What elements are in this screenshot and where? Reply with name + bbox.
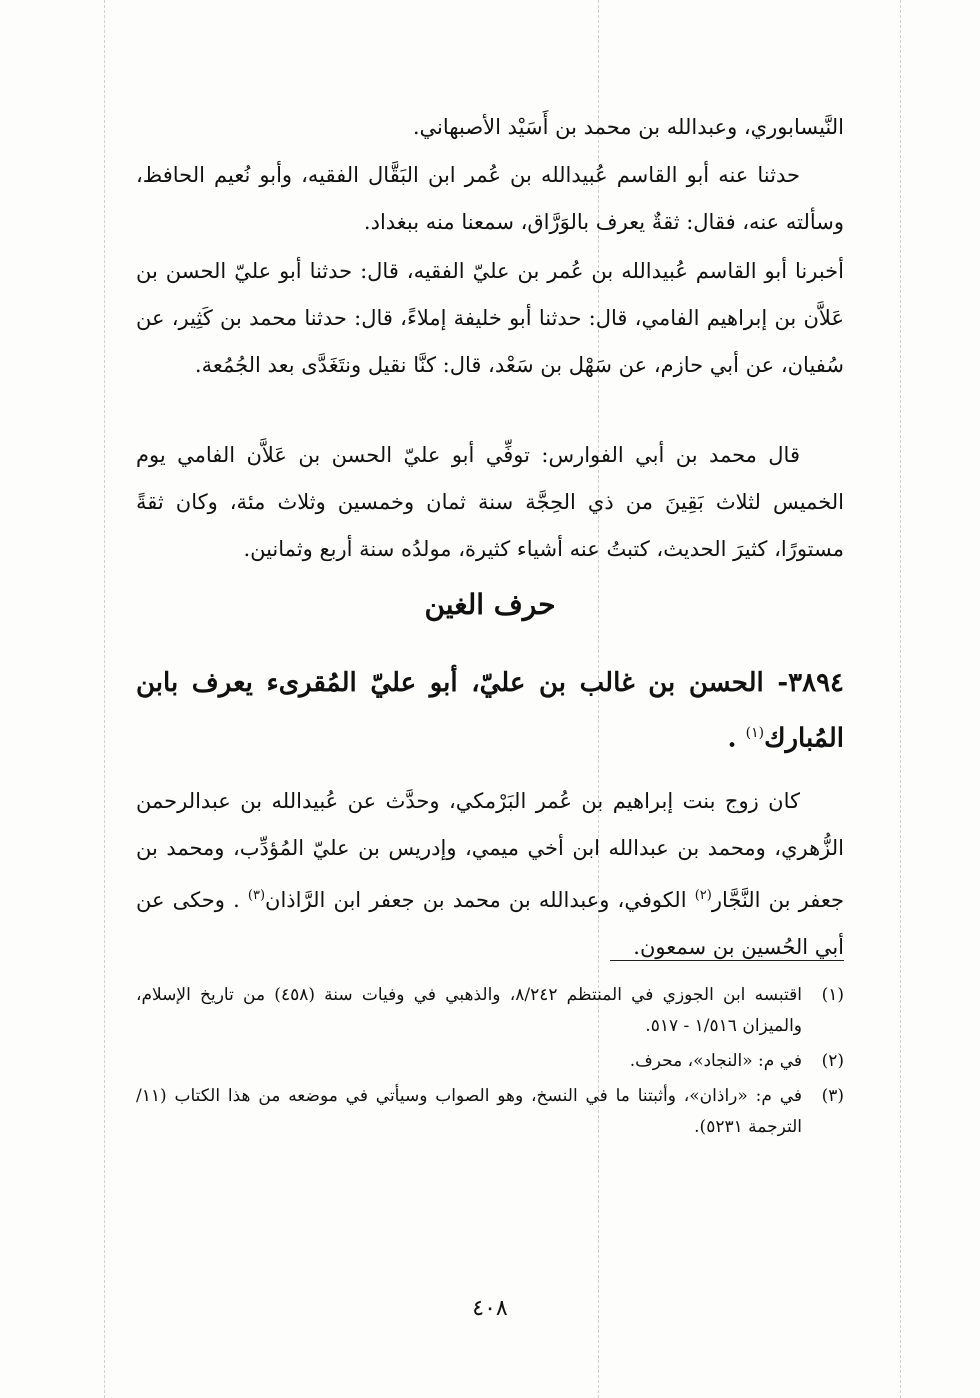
footnote-number: (٢) <box>821 1051 844 1071</box>
entry-body-part-3: . وحكى عن أبي الحُسين بن سمعون. <box>136 888 844 959</box>
scan-guide-line <box>104 0 105 1398</box>
footnote-ref-2[interactable]: (٢) <box>694 888 712 903</box>
scan-guide-line <box>900 0 901 1398</box>
footnote-divider <box>610 960 844 961</box>
footnote-ref-3[interactable]: (٣) <box>247 888 266 903</box>
footnote-text: في م: «راذان»، وأثبتنا ما في النسخ، وهو الصواب وسيأتي في موضعه من هذا الكتاب (١١/ الترجمة ٥٢٣١). <box>136 1086 802 1137</box>
footnote-ref-1[interactable]: (١) <box>745 725 765 741</box>
entry-heading-end: . <box>727 723 746 754</box>
entry-body-part-1: كان زوج بنت إبراهيم بن عُمر البَرْمكي، وحدَّث عن عُبيدالله بن عبدالرحمن الزُّهري، ومحمد بن عبدالله ابن أخي ميمي، وإدريس بن عليّ المُؤدِّب، ومحمد بن جعفر بن النَّجَّار <box>136 789 844 912</box>
footnote-text: في م: «النجاد»، محرف. <box>629 1051 802 1071</box>
paragraph-hadith-chain: أخبرنا أبو القاسم عُبيدالله بن عُمر بن عليّ الفقيه، قال: حدثنا أبو عليّ الحسن بن عَلاَّن بن إبراهيم الفامي، قال: حدثنا أبو خليفة إملاءً، قال: حدثنا محمد بن كَثِير، عن سُفيان، عن أبي حازم، عن سَهْل بن سَعْد، قال: كنَّا نقيل ونتَغَدَّى بعد الجُمُعة. <box>136 259 844 377</box>
paragraph-narrators: حدثنا عنه أبو القاسم عُبيدالله بن عُمر ابن البَقَّال الفقيه، وأبو نُعيم الحافظ، وسألته عنه، فقال: ثقةٌ يعرف بالوَرَّاق، سمعنا منه ببغداد. <box>136 163 844 234</box>
page-number: ٤٠٨ <box>472 1296 508 1321</box>
footnote-number: (١) <box>821 985 844 1005</box>
paragraph-continuation: النَّيسابوري، وعبدالله بن محمد بن أَسَيْد الأصبهاني. <box>412 115 844 139</box>
entry-body <box>136 778 844 971</box>
section-heading: حرف الغين <box>424 588 556 621</box>
footnote-number: (٣) <box>821 1086 844 1106</box>
footnote-item <box>136 1081 844 1143</box>
footnote-item <box>136 1046 844 1077</box>
entry-heading-text: ٣٨٩٤- الحسن بن غالب بن عليّ، أبو عليّ المُقرىء يعرف بابن المُبارك <box>136 668 844 754</box>
paragraph-death-date: قال محمد بن أبي الفوارس: توفِّي أبو عليّ الحسن بن عَلاَّن الفامي يوم الخميس لثلاث بَقِينَ من ذي الحِجَّة سنة ثمان وخمسين وثلاث مئة، وكان ثقةً مستورًا، كثيرَ الحديث، كتبتُ عنه أشياء كثيرة، مولدُه سنة أربع وثمانين. <box>136 443 844 561</box>
footnotes-section <box>136 980 844 1147</box>
entry-heading <box>136 658 844 764</box>
footnote-text: اقتبسه ابن الجوزي في المنتظم ٨/٢٤٢، والذهبي في وفيات سنة (٤٥٨) من تاريخ الإسلام، والميزان ١/٥١٦ - ٥١٧. <box>136 985 802 1036</box>
footnote-item <box>136 980 844 1042</box>
entry-body-part-2: الكوفي، وعبدالله بن محمد بن جعفر ابن الرَّاذان <box>265 888 695 912</box>
